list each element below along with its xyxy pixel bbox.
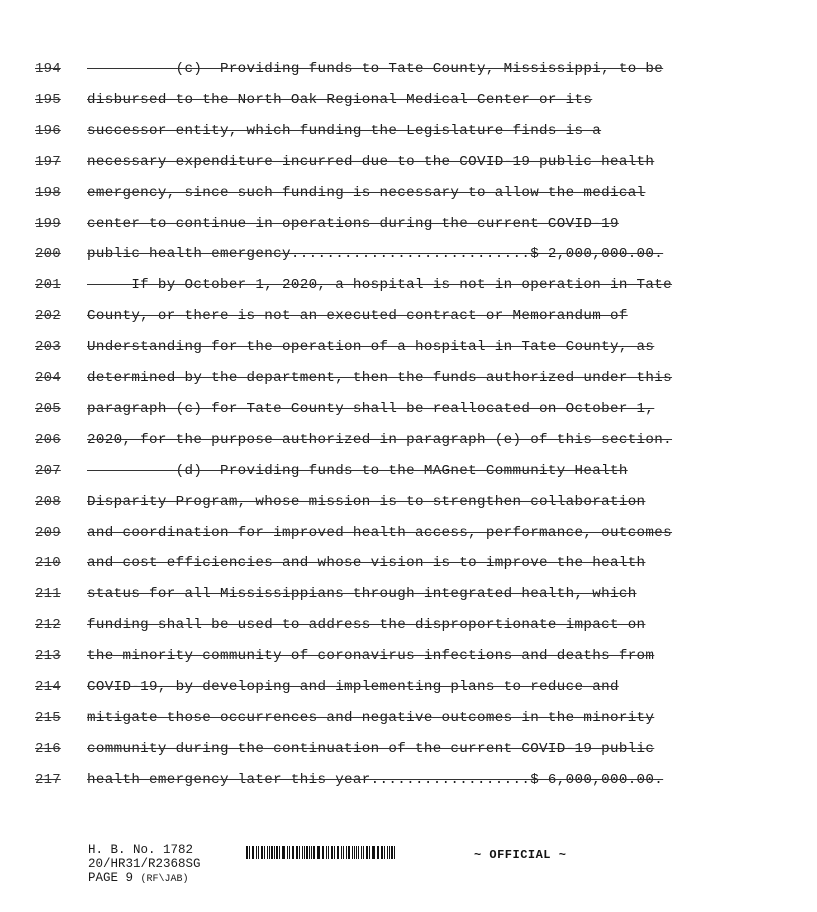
barcode-bar [356, 846, 357, 859]
barcode-bar [258, 846, 259, 859]
line-number: 206 [35, 431, 61, 448]
document-line [0, 494, 817, 514]
barcode-bar [287, 846, 288, 859]
barcode-bar [318, 846, 319, 859]
document-line [0, 741, 817, 761]
line-number: 211 [35, 586, 61, 603]
barcode-bar [363, 846, 364, 859]
document-line [0, 648, 817, 668]
barcode-bar [343, 846, 344, 859]
barcode-bar [302, 846, 303, 859]
document-line [0, 555, 817, 575]
barcode-bar [309, 846, 310, 859]
barcode-bar [366, 846, 368, 859]
line-number: 194 [35, 61, 61, 77]
barcode-bar [289, 846, 290, 859]
document-line [0, 216, 817, 236]
barcode-bar [338, 846, 339, 859]
line-number: 205 [35, 400, 61, 417]
document-line [0, 463, 817, 483]
barcode-bar [337, 846, 338, 859]
line-text: 2020, for the purpose authorized in paragraph (e) of this section. [87, 431, 673, 448]
line-number: 210 [35, 555, 61, 572]
barcode-bar [323, 846, 324, 859]
barcode-bar [311, 846, 312, 859]
barcode-bar [354, 846, 355, 859]
barcode-bar [313, 846, 315, 859]
line-number: 209 [35, 524, 61, 541]
line-number: 216 [35, 740, 61, 757]
barcode-bar [249, 846, 250, 859]
barcode-bar [306, 846, 307, 859]
line-text: and coordination for improved health access, performance, outcomes [87, 524, 673, 541]
line-number: 197 [35, 153, 61, 170]
barcode-bar [331, 846, 333, 859]
document-line [0, 308, 817, 328]
drafter-initials: (RF\JAB) [140, 874, 189, 885]
line-text: County, or there is not an executed contract or Memorandum of [87, 308, 628, 325]
document-line [0, 432, 817, 452]
document-line [0, 61, 817, 81]
barcode-bar [256, 846, 257, 859]
barcode-bar [391, 846, 392, 859]
line-text: the minority community of coronavirus infections and deaths from [87, 648, 655, 665]
barcode-bar [387, 846, 388, 859]
line-number: 214 [35, 679, 61, 695]
line-number: 195 [35, 91, 61, 108]
document-line [0, 586, 817, 606]
line-number: 199 [35, 215, 61, 232]
barcode-bar [341, 846, 342, 859]
line-number: 207 [35, 462, 61, 479]
barcode-bar [271, 846, 272, 859]
line-text: and cost efficiencies and whose vision is to improve the health [87, 555, 646, 572]
document-line [0, 710, 817, 730]
barcode-bar [334, 846, 335, 859]
line-text: If by October 1, 2020, a hospital is not in operation in Tate [87, 277, 673, 294]
line-text: public health emergency...........................$ 2,000,000.00. [87, 246, 664, 263]
line-text: center to continue in operations during the current COVID-19 [87, 215, 619, 232]
barcode-bar [346, 846, 347, 859]
document-line [0, 339, 817, 359]
barcode-bar [373, 846, 374, 859]
barcode-bar [267, 846, 268, 859]
line-number: 213 [35, 648, 61, 665]
barcode-bar [378, 846, 379, 859]
line-number: 201 [35, 277, 61, 294]
barcode-bar [369, 846, 370, 859]
barcode-bar [261, 846, 263, 859]
line-number: 217 [35, 771, 61, 788]
barcode-bar [326, 846, 327, 859]
barcode-bar [348, 846, 350, 859]
document-line [0, 401, 817, 421]
barcode-bar [328, 846, 329, 859]
barcode-bar [279, 846, 280, 859]
document-line [0, 92, 817, 112]
barcode-bar [283, 846, 284, 859]
line-text: mitigate those occurrences and negative outcomes in the minority [87, 709, 655, 726]
page-indicator [88, 871, 201, 887]
line-text: funding shall be used to address the disproportionate impact on [87, 617, 646, 634]
line-text: emergency, since such funding is necessary to allow the medical [87, 184, 646, 201]
document-line [0, 185, 817, 205]
line-number: 204 [35, 370, 61, 386]
barcode-bar [264, 846, 265, 859]
document-line [0, 525, 817, 545]
line-text: disbursed to the North Oak Regional Medical Center or its [87, 91, 593, 108]
line-number: 196 [35, 122, 61, 139]
line-number: 198 [35, 184, 61, 201]
barcode-bar [296, 846, 298, 859]
barcode-bar [253, 846, 254, 859]
barcode-bar [352, 846, 353, 859]
bill-number: H. B. No. 1782 [88, 843, 194, 857]
line-text: (d) Providing funds to the MAGnet Community Health [87, 462, 628, 479]
line-text: necessary expenditure incurred due to the COVID-19 public health [87, 153, 655, 170]
line-number: 203 [35, 339, 61, 356]
line-text: (c) Providing funds to Tate County, Mississippi, to be [87, 61, 664, 77]
document-line [0, 123, 817, 143]
barcode-bar [293, 846, 294, 859]
barcode-bar [292, 846, 293, 859]
barcode-bar [304, 846, 305, 859]
barcode-bar [394, 846, 395, 859]
document-line [0, 246, 817, 266]
document-line [0, 679, 817, 699]
document-line [0, 154, 817, 174]
barcode-bar [322, 846, 323, 859]
line-text: health emergency later this year..................$ 6,000,000.00. [87, 771, 664, 788]
barcode-bar [384, 846, 385, 859]
barcode-bar [252, 846, 253, 859]
barcode-bar [299, 846, 300, 859]
line-number: 208 [35, 493, 61, 510]
document-code: 20/HR31/R2368SG [88, 857, 201, 871]
barcode-bar [246, 846, 248, 859]
document-line [0, 772, 817, 792]
barcode-bar [389, 846, 390, 859]
line-text: determined by the department, then the funds authorized under this [87, 370, 673, 386]
line-text: paragraph (c) for Tate County shall be reallocated on October 1, [87, 400, 655, 417]
line-text: COVID-19, by developing and implementing plans to reduce and [87, 679, 619, 695]
barcode-bar [276, 846, 278, 859]
line-number: 200 [35, 246, 61, 263]
document-line [0, 370, 817, 390]
document-line [0, 617, 817, 637]
barcode-bar [317, 846, 318, 859]
barcode-bar [269, 846, 270, 859]
line-text: Understanding for the operation of a hospital in Tate County, as [87, 339, 655, 356]
line-text: Disparity Program, whose mission is to strengthen collaboration [87, 493, 646, 510]
line-text: community during the continuation of the current COVID-19 public [87, 740, 655, 757]
page-label: PAGE 9 [88, 871, 134, 885]
barcode-bar [274, 846, 275, 859]
barcode-icon [246, 846, 396, 859]
barcode-bar [282, 846, 283, 859]
official-label: ~ OFFICIAL ~ [474, 848, 567, 862]
barcode-bar [372, 846, 373, 859]
barcode-bar [377, 846, 378, 859]
barcode-bar [361, 846, 362, 859]
barcode-bar [358, 846, 359, 859]
page-footer [88, 843, 201, 887]
line-text: successor entity, which funding the Legislature finds is a [87, 122, 602, 139]
line-text: status for all Mississippians through integrated health, which [87, 586, 637, 603]
line-number: 215 [35, 709, 61, 726]
barcode-bar [381, 846, 383, 859]
line-number: 212 [35, 617, 61, 634]
document-line [0, 277, 817, 297]
line-number: 202 [35, 308, 61, 325]
